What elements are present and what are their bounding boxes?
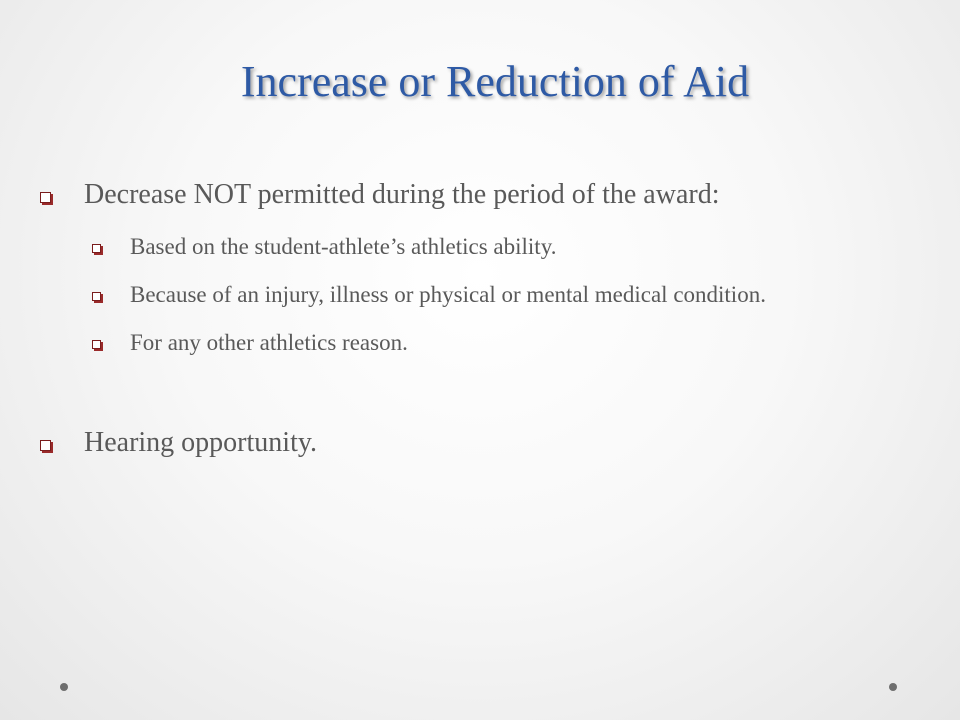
sub-bullet-item-ability: [90, 228, 880, 266]
dot-icon: [889, 683, 897, 691]
square-bullet-icon: [92, 340, 101, 349]
square-bullet-icon: [92, 292, 101, 301]
slide-title: Increase or Reduction of Aid: [240, 57, 750, 106]
bullet-text: Decrease NOT permitted during the period of the award:: [84, 179, 720, 210]
bullet-item-decrease: [34, 172, 880, 218]
square-bullet-icon: [92, 244, 101, 253]
square-bullet-icon: [40, 192, 51, 203]
bullet-list: [34, 172, 880, 466]
sub-bullet-item-other: [90, 324, 880, 362]
dot-icon: [60, 683, 68, 691]
sub-bullet-text: For any other athletics reason.: [130, 330, 408, 355]
square-bullet-icon: [40, 440, 51, 451]
sub-bullet-text: Based on the student-athlete’s athletics ability.: [130, 234, 557, 259]
bullet-text: Hearing opportunity.: [84, 427, 318, 458]
bullet-item-hearing: [34, 420, 880, 466]
sub-bullet-item-injury: [90, 276, 880, 314]
sub-bullet-text: Because of an injury, illness or physical or mental medical condition.: [130, 282, 766, 307]
